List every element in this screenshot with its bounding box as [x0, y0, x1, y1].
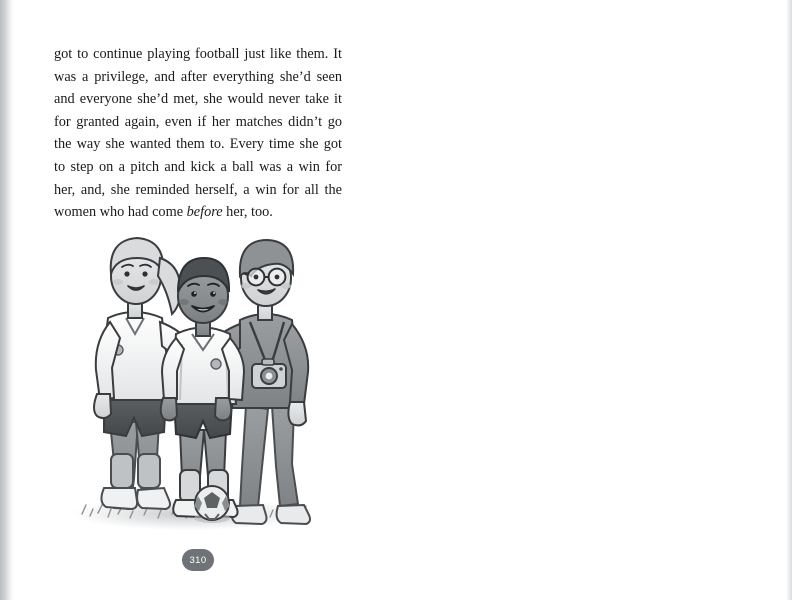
page-outer-edge [786, 0, 792, 600]
football [194, 486, 230, 523]
camera-icon [252, 359, 286, 388]
body-text-part-2: her, too. [222, 204, 273, 221]
illustration-svg [40, 222, 340, 542]
page-number-badge [182, 549, 214, 571]
body-text-part-1: got to continue playing football just like them. It was a privilege, and after everything she’d seen and everyone she’d met, she would never take it for granted again, even if her matches didn’t go the way she wanted them to. Every time she got to step on a pitch and kick a ball was a win for her, and, she reminded herself, a win for all the women who had come [54, 46, 342, 221]
chapter-illustration [40, 222, 340, 542]
body-text [54, 43, 342, 224]
page-spine-shadow [0, 0, 14, 600]
body-text-italic-word: before [186, 204, 223, 221]
page-number: 310 [189, 554, 207, 566]
